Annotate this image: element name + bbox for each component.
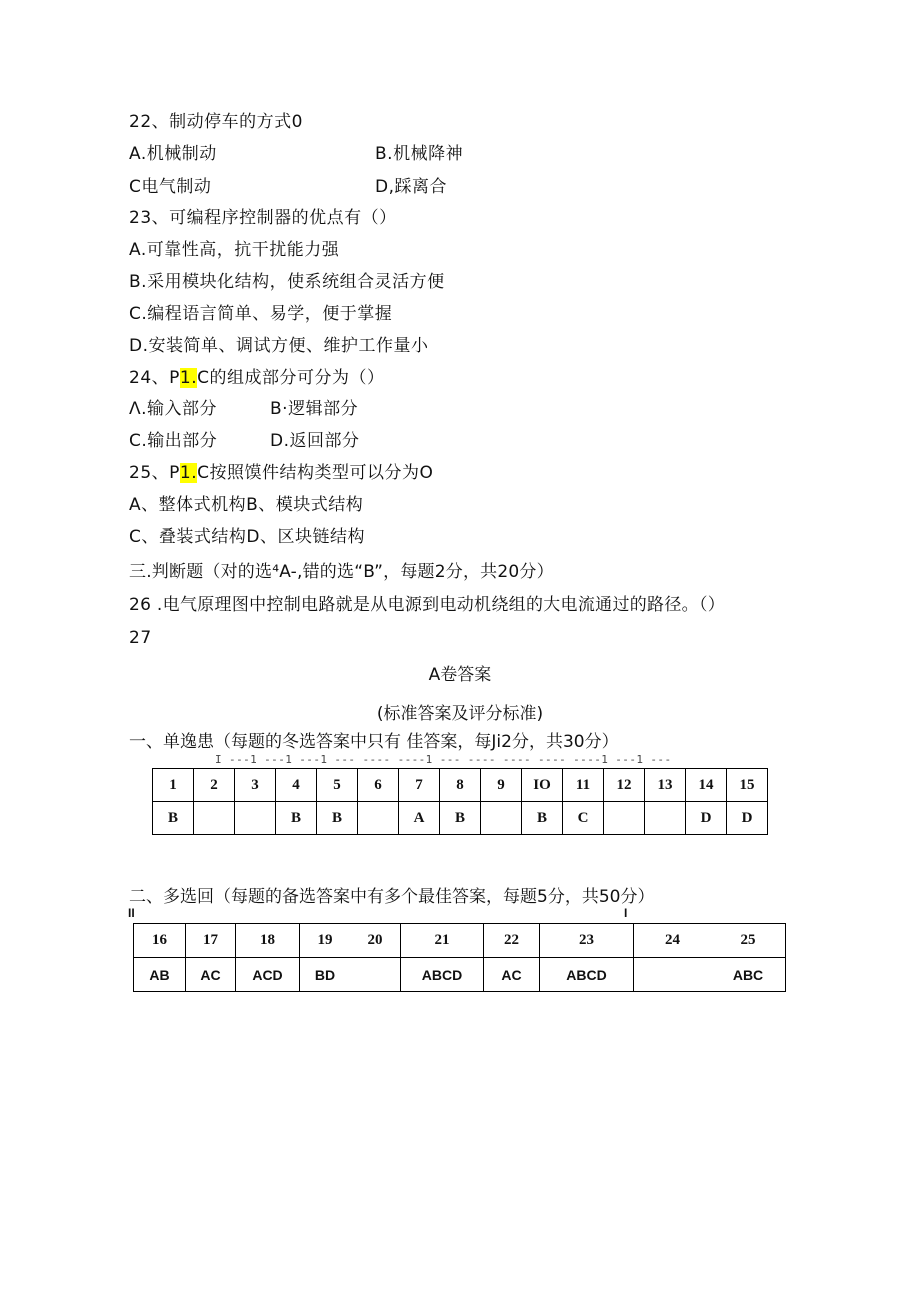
answer-cell: [634, 958, 712, 992]
answer-row: [153, 802, 768, 835]
answers-subtitle: (标准答案及评分标准): [376, 704, 544, 724]
answer-cell: C: [563, 802, 604, 835]
answer-cell: B: [153, 802, 194, 835]
answer-cell: [481, 802, 522, 835]
question-number-cell: 25: [711, 924, 786, 958]
answer-cell: ACD: [236, 958, 300, 992]
question-number-cell: 19: [300, 924, 351, 958]
question-number-cell: 7: [399, 769, 440, 802]
question-23-option-b: B.采用模块化结构，使系统组合灵活方便: [129, 272, 445, 292]
question-number-cell: 1: [153, 769, 194, 802]
answer-row: [134, 958, 786, 992]
question-number-cell: 8: [440, 769, 481, 802]
question-number-cell: 23: [540, 924, 634, 958]
option-a: Λ.输入部分: [129, 399, 218, 419]
question-number-cell: 24: [634, 924, 712, 958]
question-number-cell: 17: [186, 924, 236, 958]
answer-cell: AC: [186, 958, 236, 992]
question-23-option-a: A.可靠性高，抗干扰能力强: [129, 240, 340, 260]
scan-mark-right: I: [624, 906, 628, 920]
option-c: C.输出部分: [129, 431, 218, 451]
answer-cell: B: [276, 802, 317, 835]
question-number-cell: 5: [317, 769, 358, 802]
question-number-cell: 14: [686, 769, 727, 802]
question-24-stem: 24、P1.C的组成部分可分为（）: [129, 368, 385, 388]
answers-section-1-title: 一、单逸患（每题的冬选答案中只有 佳答案，每Ji2分，共30分）: [129, 732, 619, 752]
answer-cell: ABCD: [401, 958, 484, 992]
question-number-cell: 22: [484, 924, 540, 958]
multi-choice-answer-table: [133, 923, 786, 992]
question-25-stem: 25、P1.C按照馍件结构类型可以分为O: [129, 463, 434, 483]
question-number-cell: 18: [236, 924, 300, 958]
answer-cell: AB: [134, 958, 186, 992]
answers-title: A卷答案: [428, 665, 492, 685]
question-number-cell: 4: [276, 769, 317, 802]
question-number-row: [153, 769, 768, 802]
question-number-cell: 21: [401, 924, 484, 958]
question-number-cell: 9: [481, 769, 522, 802]
question-number-cell: 3: [235, 769, 276, 802]
question-25-options-cd: C、叠装式结构D、区块链结构: [129, 527, 365, 547]
answer-cell: B: [440, 802, 481, 835]
answer-cell: A: [399, 802, 440, 835]
answer-cell: ABC: [711, 958, 786, 992]
option-d: D,踩离合: [375, 177, 447, 197]
question-26: 26 .电气原理图中控制电路就是从电源到电动机绕组的大电流通过的路径。（）: [129, 595, 726, 615]
scan-mark-left: II: [128, 906, 135, 920]
option-b: B.机械降神: [375, 144, 464, 164]
option-a: A.机械制动: [129, 144, 217, 164]
question-24-options-cd: [129, 430, 360, 452]
answer-cell: [194, 802, 235, 835]
question-number-row: [134, 924, 786, 958]
question-number-cell: 2: [194, 769, 235, 802]
question-number-cell: 13: [645, 769, 686, 802]
question-27: 27: [129, 628, 152, 648]
answer-cell: [350, 958, 401, 992]
answer-cell: [358, 802, 399, 835]
question-22-stem: 22、制动停车的方式0: [129, 112, 303, 132]
answer-cell: D: [727, 802, 768, 835]
question-23-option-c: C.编程语言简单、易学，便于掌握: [129, 304, 393, 324]
option-c: C电气制动: [129, 177, 212, 197]
question-25-options-ab: A、整体式机构B、模块式结构: [129, 495, 364, 515]
answer-cell: B: [522, 802, 563, 835]
answer-cell: AC: [484, 958, 540, 992]
section-3-title: 三.判断题（对的选⁴A-,错的选“B”，每题2分，共20分）: [129, 562, 554, 582]
question-22-options-cd: [129, 176, 447, 198]
question-number-cell: IO: [522, 769, 563, 802]
question-22-options-ab: [129, 143, 464, 165]
answers-section-2-title: 二、多选回（每题的备选答案中有多个最佳答案，每题5分，共50分）: [129, 887, 655, 907]
answer-cell: [604, 802, 645, 835]
question-number-cell: 6: [358, 769, 399, 802]
answer-cell: [645, 802, 686, 835]
answer-cell: B: [317, 802, 358, 835]
answer-cell: ABCD: [540, 958, 634, 992]
question-number-cell: 20: [350, 924, 401, 958]
question-24-options-ab: [129, 398, 359, 420]
question-number-cell: 12: [604, 769, 645, 802]
option-d: D.返回部分: [270, 431, 360, 451]
option-b: B·逻辑部分: [270, 399, 359, 419]
answer-cell: BD: [300, 958, 351, 992]
question-number-cell: 11: [563, 769, 604, 802]
question-23-stem: 23、可编程序控制器的优点有（）: [129, 208, 397, 228]
question-23-option-d: D.安装简单、调试方便、维护工作量小: [129, 336, 429, 356]
answer-cell: D: [686, 802, 727, 835]
answer-cell: [235, 802, 276, 835]
question-number-cell: 15: [727, 769, 768, 802]
question-number-cell: 16: [134, 924, 186, 958]
scan-dash-line: I ---1 ---1 ---1 --- ---- ----1 --- ---- ---- ---- ----1 ---1 ---: [215, 753, 672, 766]
single-choice-answer-table: [152, 768, 768, 835]
